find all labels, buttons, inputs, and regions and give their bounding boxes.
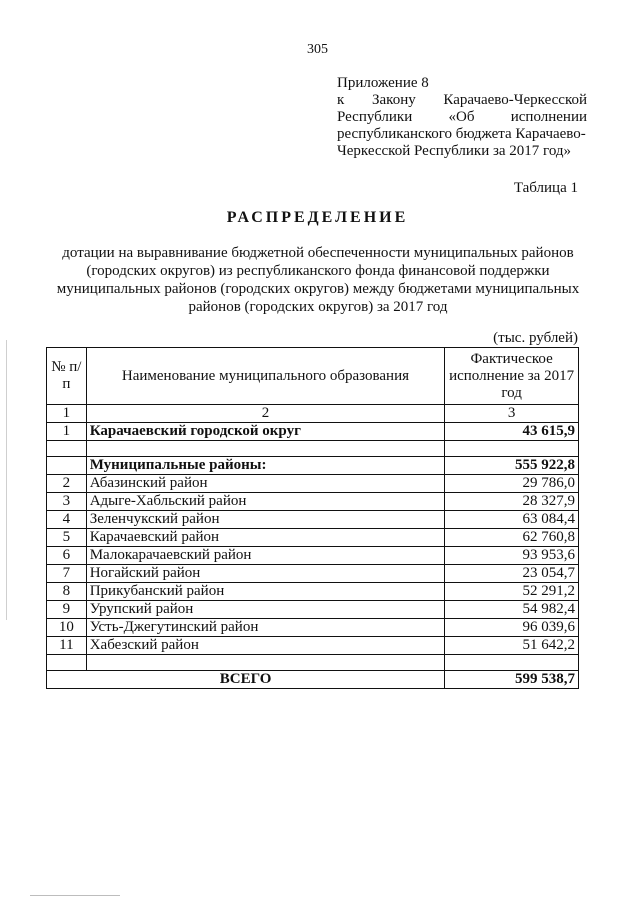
total-label: ВСЕГО (47, 671, 445, 689)
appendix-line-5: Черкесской Республики за 2017 год» (337, 143, 572, 159)
row-num: 1 (47, 423, 87, 441)
subtitle-line-1: дотации на выравнивание бюджетной обеспеченности муниципальных районов (62, 245, 574, 261)
row-name: Прикубанский район (86, 583, 444, 601)
row-value: 29 786,0 (445, 475, 579, 493)
document-title: РАСПРЕДЕЛЕНИЕ (226, 209, 409, 226)
row-num: 2 (47, 475, 87, 493)
row-name: Зеленчукский район (86, 511, 444, 529)
row-value: 62 760,8 (445, 529, 579, 547)
table-row (47, 511, 579, 529)
subtitle-line-4: районов (городских округов) за 2017 год (188, 299, 448, 315)
table-reference: Таблица 1 (513, 180, 578, 196)
row-name: Карачаевский городской округ (86, 423, 444, 441)
row-num: 9 (47, 601, 87, 619)
table-row (47, 565, 579, 583)
row-name: Карачаевский район (86, 529, 444, 547)
header-num: № п/п (47, 348, 87, 405)
table-row (47, 583, 579, 601)
table-row (47, 547, 579, 565)
scan-edge-line (6, 340, 7, 620)
table-row (47, 475, 579, 493)
scan-footer-line (30, 895, 120, 896)
spacer-cell (445, 441, 579, 457)
row-name: Урупский район (86, 601, 444, 619)
row-value: 28 327,9 (445, 493, 579, 511)
row-num: 6 (47, 547, 87, 565)
header-value: Фактическое исполнение за 2017 год (445, 348, 579, 405)
table-row-spacer (47, 441, 579, 457)
column-number-row (47, 405, 579, 423)
column-number-1: 1 (47, 405, 87, 423)
row-num: 4 (47, 511, 87, 529)
page-number: 305 (307, 42, 328, 57)
spacer-cell (47, 655, 87, 671)
appendix-line-4: республиканского бюджета Карачаево- (337, 126, 586, 142)
row-name: Абазинский район (86, 475, 444, 493)
row-value: 63 084,4 (445, 511, 579, 529)
row-num: 7 (47, 565, 87, 583)
distribution-table (46, 347, 579, 689)
row-value: 23 054,7 (445, 565, 579, 583)
table-row (47, 529, 579, 547)
subtitle-line-2: (городских округов) из республиканского фонда финансовой поддержки (86, 263, 550, 279)
table-row (47, 637, 579, 655)
column-number-2: 2 (86, 405, 444, 423)
header-name: Наименование муниципального образования (86, 348, 444, 405)
row-name: Усть-Джегутинский район (86, 619, 444, 637)
table-row (47, 619, 579, 637)
spacer-cell (86, 655, 444, 671)
total-value: 599 538,7 (445, 671, 579, 689)
row-num: 11 (47, 637, 87, 655)
column-number-3: 3 (445, 405, 579, 423)
row-value: 93 953,6 (445, 547, 579, 565)
row-value: 43 615,9 (445, 423, 579, 441)
row-num: 8 (47, 583, 87, 601)
row-name: Муниципальные районы: (86, 457, 444, 475)
row-name: Малокарачаевский район (86, 547, 444, 565)
row-name: Ногайский район (86, 565, 444, 583)
appendix-line-3: Республики «Об исполнении (337, 109, 587, 125)
row-value: 51 642,2 (445, 637, 579, 655)
row-num: 5 (47, 529, 87, 547)
row-value: 52 291,2 (445, 583, 579, 601)
document-subtitle (38, 244, 598, 316)
spacer-cell (445, 655, 579, 671)
row-name: Хабезский район (86, 637, 444, 655)
table-row (47, 493, 579, 511)
spacer-cell (47, 441, 87, 457)
row-num: 3 (47, 493, 87, 511)
table-row-total (47, 671, 579, 689)
table-row-spacer (47, 655, 579, 671)
subtitle-line-3: муниципальных районов (городских округов) между бюджетами муниципальных (56, 281, 580, 297)
appendix-line-2: к Закону Карачаево-Черкесской (337, 92, 587, 108)
appendix-note (337, 75, 587, 160)
table-row (47, 601, 579, 619)
table-row-districts-subtotal (47, 457, 579, 475)
appendix-line-1: Приложение 8 (337, 75, 429, 91)
table-header-row (47, 348, 579, 405)
units-label: (тыс. рублей) (493, 330, 578, 346)
row-num (47, 457, 87, 475)
spacer-cell (86, 441, 444, 457)
row-value: 54 982,4 (445, 601, 579, 619)
row-name: Адыге-Хабльский район (86, 493, 444, 511)
row-num: 10 (47, 619, 87, 637)
row-value: 96 039,6 (445, 619, 579, 637)
row-value: 555 922,8 (445, 457, 579, 475)
table-row-city (47, 423, 579, 441)
